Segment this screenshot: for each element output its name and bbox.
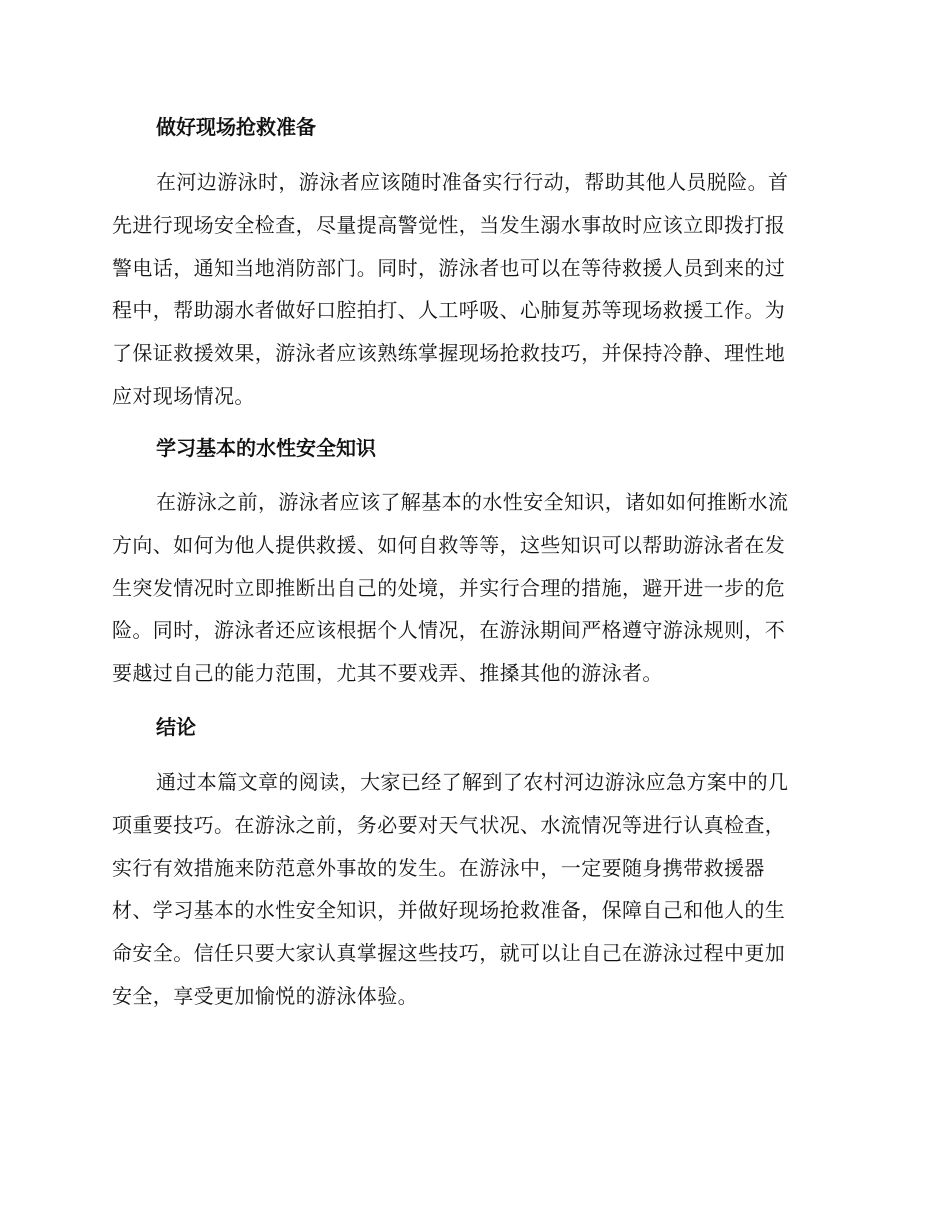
section-paragraph-conclusion: [112, 761, 830, 1018]
section-heading-rescue-preparation: 做好现场抢救准备: [156, 115, 316, 139]
paragraph-line: 要越过自己的能力范围，尤其不要戏弄、推搡其他的游泳者。: [112, 661, 663, 686]
section-heading-water-safety: 学习基本的水性安全知识: [156, 436, 376, 460]
paragraph-line: 安全，享受更加愉悦的游泳体验。: [112, 983, 418, 1008]
paragraph-line: 材、学习基本的水性安全知识，并做好现场抢救准备，保障自己和他人的生: [112, 898, 786, 923]
paragraph-line: 生突发情况时立即推断出自己的处境，并实行合理的措施，避开进一步的危: [112, 575, 786, 600]
paragraph-line: 实行有效措施来防范意外事故的发生。在游泳中，一定要随身携带救援器: [112, 855, 765, 880]
paragraph-line: 命安全。信任只要大家认真掌握这些技巧，就可以让自己在游泳过程中更加: [112, 941, 786, 966]
section-paragraph-water-safety: [112, 481, 830, 695]
paragraph-line: 在游泳之前，游泳者应该了解基本的水性安全知识，诸如如何推断水流: [156, 490, 789, 514]
section-heading-conclusion: 结论: [156, 715, 196, 739]
paragraph-line: 程中，帮助溺水者做好口腔拍打、人工呼吸、心肺复苏等现场救援工作。为: [112, 298, 786, 323]
paragraph-line: 险。同时，游泳者还应该根据个人情况，在游泳期间严格遵守游泳规则，不: [112, 618, 786, 643]
paragraph-line: 项重要技巧。在游泳之前，务必要对天气状况、水流情况等进行认真检查，: [112, 812, 786, 837]
section-paragraph-rescue-preparation: [112, 161, 830, 418]
paragraph-line: 警电话，通知当地消防部门。同时，游泳者也可以在等待救援人员到来的过: [112, 255, 786, 280]
paragraph-line: 应对现场情况。: [112, 383, 255, 408]
paragraph-line: 方向、如何为他人提供救援、如何自救等等，这些知识可以帮助游泳者在发: [112, 532, 786, 557]
paragraph-line: 通过本篇文章的阅读，大家已经了解到了农村河边游泳应急方案中的几: [156, 770, 789, 794]
paragraph-line: 在河边游泳时，游泳者应该随时准备实行行动，帮助其他人员脱险。首: [156, 170, 789, 194]
paragraph-line: 了保证救援效果，游泳者应该熟练掌握现场抢救技巧，并保持冷静、理性地: [112, 341, 786, 366]
paragraph-line: 先进行现场安全检查，尽量提高警觉性，当发生溺水事故时应该立即拨打报: [112, 212, 786, 237]
